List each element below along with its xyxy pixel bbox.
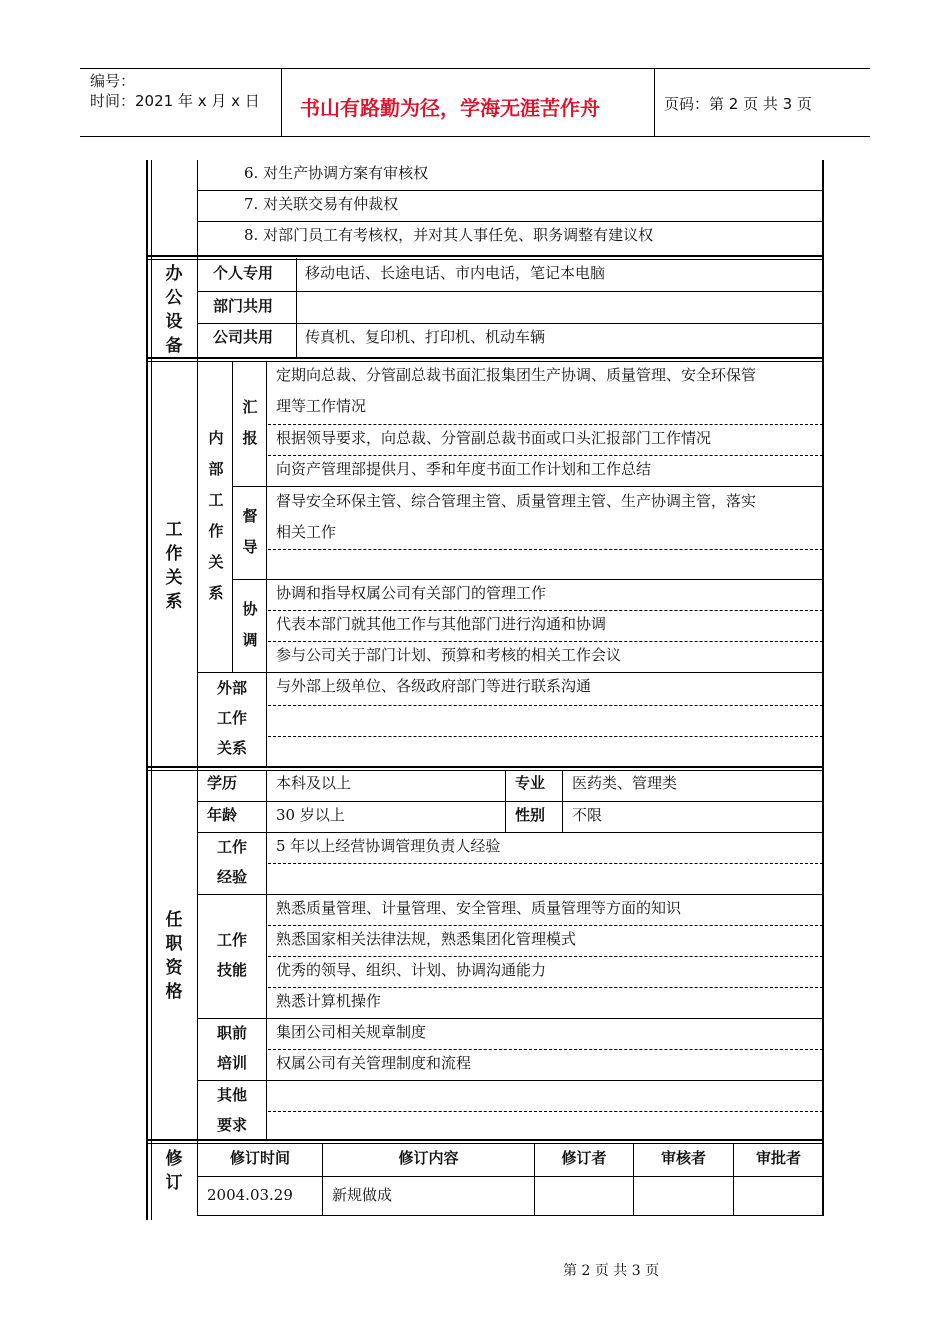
revision-header-reviser: 修订者 [561, 1149, 607, 1167]
skills-label: 工作 [216, 931, 247, 949]
experience-label: 工作 [216, 838, 247, 856]
training-item: 集团公司相关规章制度 [276, 1023, 427, 1041]
skill-item: 熟悉计算机操作 [276, 992, 382, 1010]
external-relations-label: 关系 [216, 739, 247, 757]
revision-row-time: 2004.03.29 [207, 1186, 293, 1204]
document-number-label: 编号： [90, 72, 136, 90]
office-label-department: 部门共用 [213, 297, 274, 315]
office-value-personal: 移动电话、长途电话、市内电话，笔记本电脑 [305, 264, 606, 282]
external-relations-label: 工作 [216, 709, 247, 727]
age-label: 年龄 [207, 806, 238, 824]
education-label: 学历 [207, 774, 238, 792]
major-value: 医药类、管理类 [572, 774, 678, 792]
external-item: 与外部上级单位、各级政府部门等进行联系沟通 [276, 677, 592, 695]
office-label-personal: 个人专用 [213, 264, 274, 282]
skill-item: 熟悉质量管理、计量管理、安全管理、质量管理等方面的知识 [276, 899, 682, 917]
training-label: 职前 [216, 1024, 247, 1042]
coordinate-item: 代表本部门就其他工作与其他部门进行沟通和协调 [276, 615, 607, 633]
other-requirements-label: 其他 [216, 1086, 247, 1104]
skills-label: 技能 [216, 961, 247, 979]
revision-section-title: 修订 [165, 1149, 183, 1193]
experience-value: 5 年以上经营协调管理负责人经验 [276, 837, 501, 855]
revision-row-content: 新规做成 [332, 1186, 393, 1204]
supervise-label: 督导 [242, 507, 258, 556]
qualification-title: 任职资格 [165, 910, 183, 1002]
coordinate-item: 协调和指导权属公司有关部门的管理工作 [276, 584, 547, 602]
coordinate-label: 协调 [242, 600, 258, 649]
revision-header-time: 修订时间 [229, 1149, 290, 1167]
internal-relations-label: 内部工作关系 [208, 429, 224, 602]
rights-item: 7. 对关联交易有仲裁权 [244, 195, 399, 213]
education-value: 本科及以上 [276, 774, 352, 792]
other-requirements-label: 要求 [216, 1116, 247, 1134]
revision-header-reviewer: 审核者 [660, 1149, 706, 1167]
training-label: 培训 [216, 1054, 247, 1072]
coordinate-item: 参与公司关于部门计划、预算和考核的相关工作会议 [276, 646, 622, 664]
report-item: 理等工作情况 [276, 397, 367, 415]
report-item: 根据领导要求，向总裁、分管副总裁书面或口头汇报部门工作情况 [276, 429, 712, 447]
office-label-company: 公司共用 [213, 328, 274, 346]
report-item: 定期向总裁、分管副总裁书面汇报集团生产协调、质量管理、安全环保管 [276, 366, 757, 384]
supervise-item: 相关工作 [276, 523, 337, 541]
report-item: 向资产管理部提供月、季和年度书面工作计划和工作总结 [276, 460, 652, 478]
header-page-number: 页码：第 2 页 共 3 页 [664, 95, 812, 113]
report-label: 汇报 [242, 398, 258, 447]
gender-value: 不限 [572, 806, 603, 824]
revision-header-content: 修订内容 [398, 1149, 459, 1167]
training-item: 权属公司有关管理制度和流程 [276, 1054, 472, 1072]
experience-label: 经验 [216, 868, 247, 886]
major-label: 专业 [515, 774, 546, 792]
office-value-company: 传真机、复印机、打印机、机动车辆 [305, 328, 546, 346]
document-time-label: 时间：2021 年 x 月 x 日 [90, 92, 260, 110]
external-relations-label: 外部 [216, 679, 247, 697]
rights-item: 8. 对部门员工有考核权，并对其人事任免、职务调整有建议权 [244, 226, 654, 244]
page-footer: 第 2 页 共 3 页 [563, 1263, 660, 1279]
skill-item: 熟悉国家相关法律法规，熟悉集团化管理模式 [276, 930, 577, 948]
rights-item: 6. 对生产协调方案有审核权 [244, 164, 429, 182]
age-value: 30 岁以上 [276, 806, 345, 824]
revision-header-approver: 审批者 [755, 1149, 801, 1167]
office-section-title: 办公设备 [165, 264, 183, 356]
header-motto: 书山有路勤为径，学海无涯苦作舟 [300, 96, 600, 120]
work-relations-title: 工作关系 [165, 520, 183, 612]
supervise-item: 督导安全环保主管、综合管理主管、质量管理主管、生产协调主管，落实 [276, 492, 757, 510]
skill-item: 优秀的领导、组织、计划、协调沟通能力 [276, 961, 547, 979]
gender-label: 性别 [515, 806, 546, 824]
